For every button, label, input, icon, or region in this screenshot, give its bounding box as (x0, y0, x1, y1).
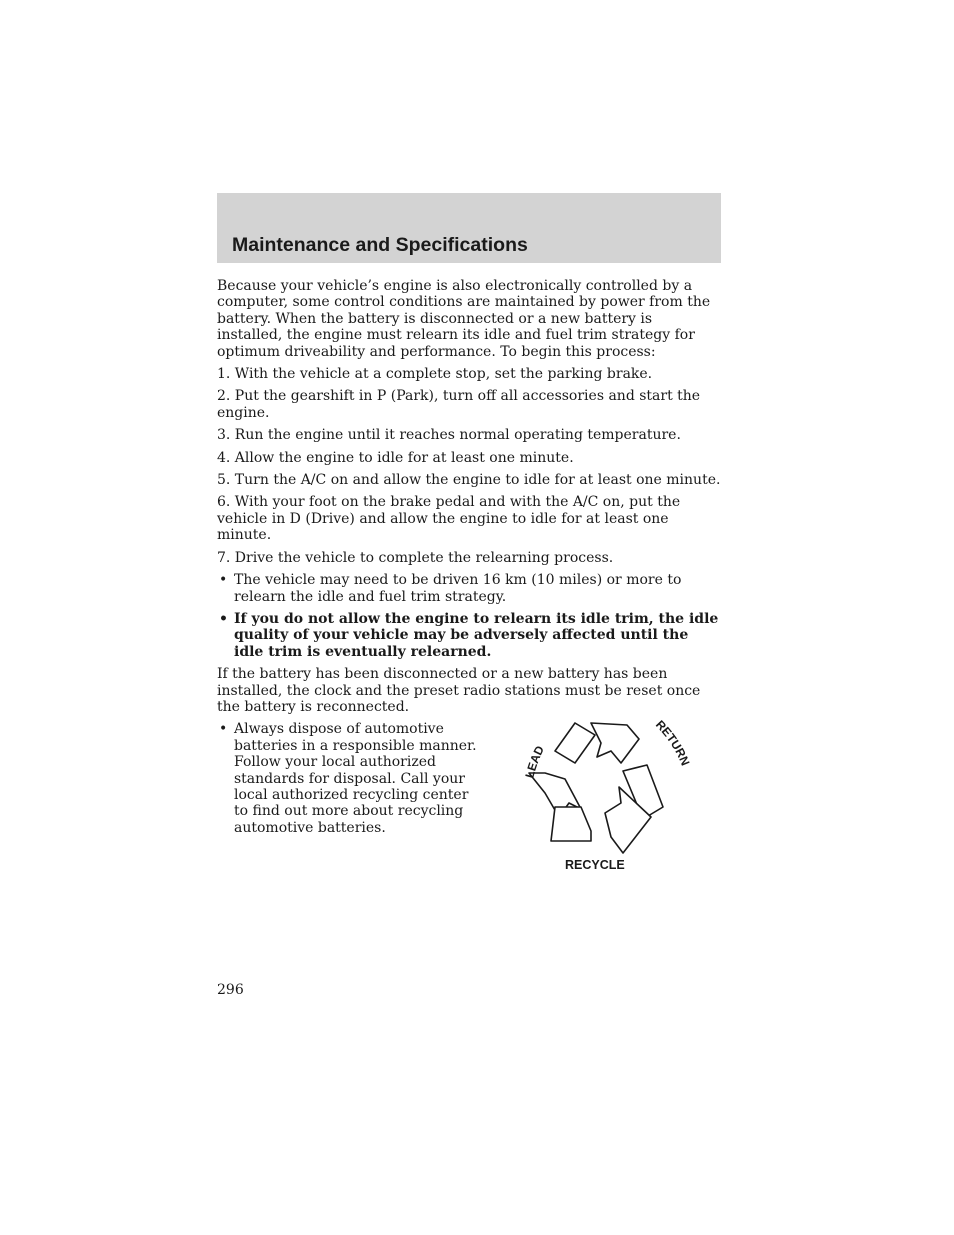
recycle-symbol-icon (515, 717, 705, 882)
intro-paragraph: Because your vehicle’s engine is also electronically controlled by a computer, some control conditions are maintained by power from the battery. When the battery is disconnected or a new battery is installed, the engine must relearn its idle and fuel trim strategy for optimum driveability and performance. To begin this process: (217, 278, 711, 360)
bullet-text: Always dispose of automotive batteries in a responsible manner. Follow your local authorized standards for disposal. Call your local authorized recycling center to find out more about recycling automotive batteries. (234, 721, 477, 836)
bullet-dot-icon: • (219, 610, 228, 627)
step-3: 3. Run the engine until it reaches normal operating temperature. (217, 427, 681, 444)
page-number: 296 (217, 982, 244, 998)
recycle-label: RECYCLE (565, 858, 625, 873)
lead-label: LEAD (522, 743, 547, 780)
section-header (217, 193, 721, 263)
step-1: 1. With the vehicle at a complete stop, set the parking brake. (217, 366, 653, 383)
step-4: 4. Allow the engine to idle for at least one minute. (217, 449, 574, 466)
main-content (217, 278, 721, 891)
recycle-left-block-bottom (551, 807, 591, 841)
bullet-dispose (217, 721, 486, 836)
step-2: 2. Put the gearshift in P (Park), turn off all accessories and start the engine. (217, 388, 701, 421)
bullet-text: The vehicle may need to be driven 16 km (10 miles) or more to relearn the idle and fuel trim strategy. (234, 572, 682, 605)
disposal-section (217, 717, 721, 891)
return-label: RETURN (652, 717, 693, 769)
step-7: 7. Drive the vehicle to complete the relearning process. (217, 549, 614, 566)
bullet-idle-warning (217, 611, 721, 660)
section-title: Maintenance and Specifications (232, 234, 528, 256)
battery-reset-paragraph: If the battery has been disconnected or a new battery has been installed, the clock and the preset radio stations must be reset once the battery is reconnected. (217, 666, 701, 715)
bullet-text: If you do not allow the engine to relearn its idle trim, the idle quality of your vehicle may be adversely affected until the idle trim is eventually relearned. (234, 610, 719, 660)
step-6: 6. With your foot on the brake pedal and with the A/C on, put the vehicle in D (Drive) and allow the engine to idle for at least one minute. (217, 494, 681, 544)
bullet-dot-icon: • (219, 721, 228, 738)
bullet-dot-icon: • (219, 572, 228, 589)
recycle-top-arrow-right (591, 723, 639, 763)
step-5: 5. Turn the A/C on and allow the engine to idle for at least one minute. (217, 472, 721, 489)
recycle-top-block-left (555, 723, 595, 763)
bullet-drive-distance (217, 572, 721, 605)
